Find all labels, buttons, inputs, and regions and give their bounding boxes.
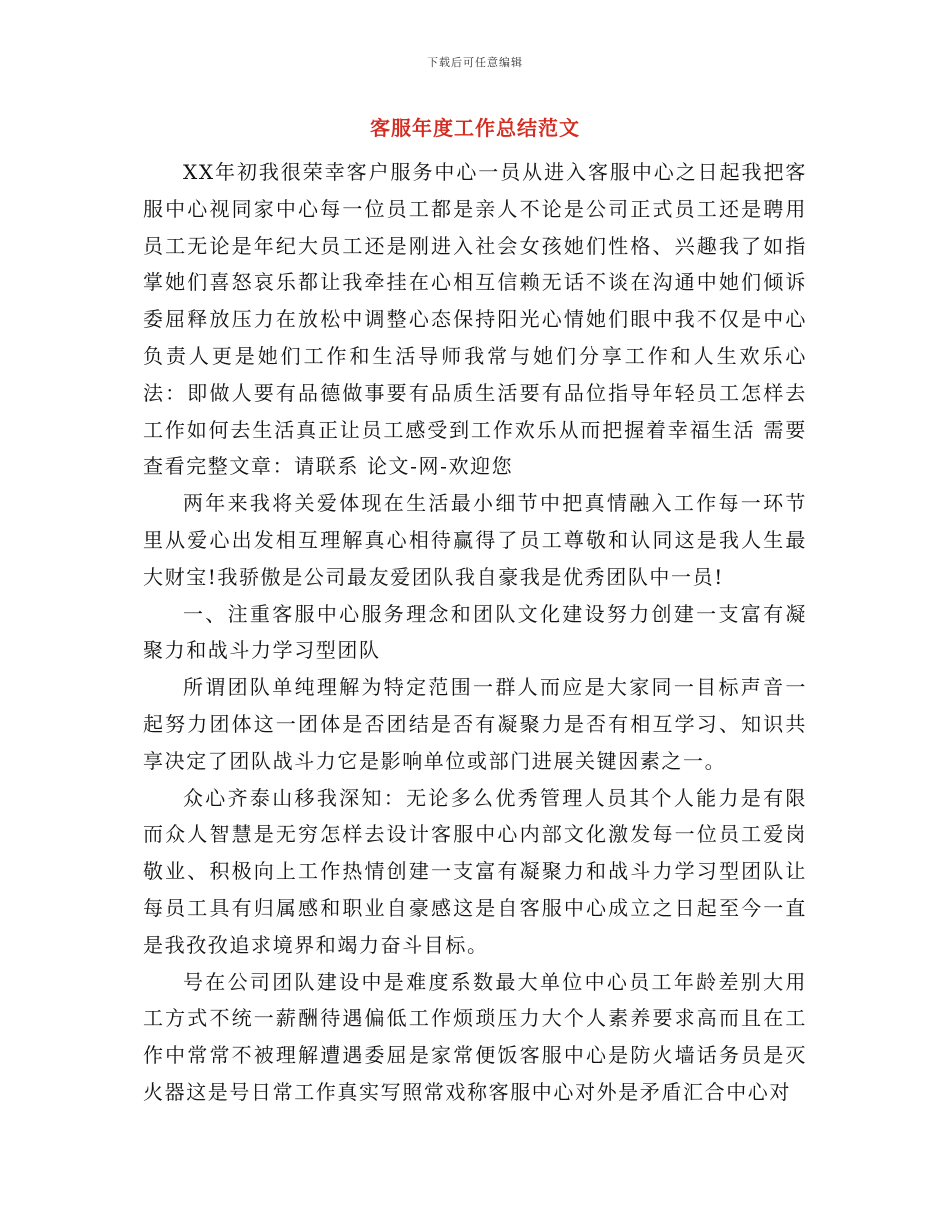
section-heading: 一、注重客服中心服务理念和团队文化建设努力创建一支富有凝聚力和战斗力学习型团队 [143, 601, 807, 663]
paragraph: 号在公司团队建设中是难度系数最大单位中心员工年龄差别大用工方式不统一薪酬待遇偏低工作烦琐压力大个人素养要求高而且在工作中常常不被理解遭遇委屈是家常便饭客服中心是防火墙话务员是灭火器这是号日常工作真实写照常戏称客服中心对外是矛盾汇合中心对 [143, 969, 807, 1104]
paragraph: 众心齐泰山移我深知：无论多么优秀管理人员其个人能力是有限而众人智慧是无穷怎样去设计客服中心内部文化激发每一位员工爱岗敬业、积极向上工作热情创建一支富有凝聚力和战斗力学习型团队让每员工具有归属感和职业自豪感这是自客服中心成立之日起至今一直是我孜孜追求境界和竭力奋斗目标。 [143, 785, 807, 957]
paragraph: XX年初我很荣幸客户服务中心一员从进入客服中心之日起我把客服中心视同家中心每一位员工都是亲人不论是公司正式员工还是聘用员工无论是年纪大员工还是刚进入社会女孩她们性格、兴趣我了如指掌她们喜怒哀乐都让我牵挂在心相互信赖无话不谈在沟通中她们倾诉委屈释放压力在放松中调整心态保持阳光心情她们眼中我不仅是中心负责人更是她们工作和生活导师我常与她们分享工作和人生欢乐心法：即做人要有品德做事要有品质生活要有品位指导年轻员工怎样去工作如何去生活真正让员工感受到工作欢乐从而把握着幸福生活 需要查看完整文章：请联系 论文-网-欢迎您 [143, 160, 807, 479]
paragraph: 两年来我将关爱体现在生活最小细节中把真情融入工作每一环节里从爱心出发相互理解真心相待赢得了员工尊敬和认同这是我人生最大财宝!我骄傲是公司最友爱团队我自豪我是优秀团队中一员! [143, 491, 807, 589]
paragraph: 所谓团队单纯理解为特定范围一群人而应是大家同一目标声音一起努力团体这一团体是否团结是否有凝聚力是否有相互学习、知识共享决定了团队战斗力它是影响单位或部门进展关键因素之一。 [143, 675, 807, 773]
document-title: 客服年度工作总结范文 [370, 116, 580, 140]
document-body [143, 154, 807, 1111]
header-note: 下载后可任意编辑 [427, 56, 523, 69]
